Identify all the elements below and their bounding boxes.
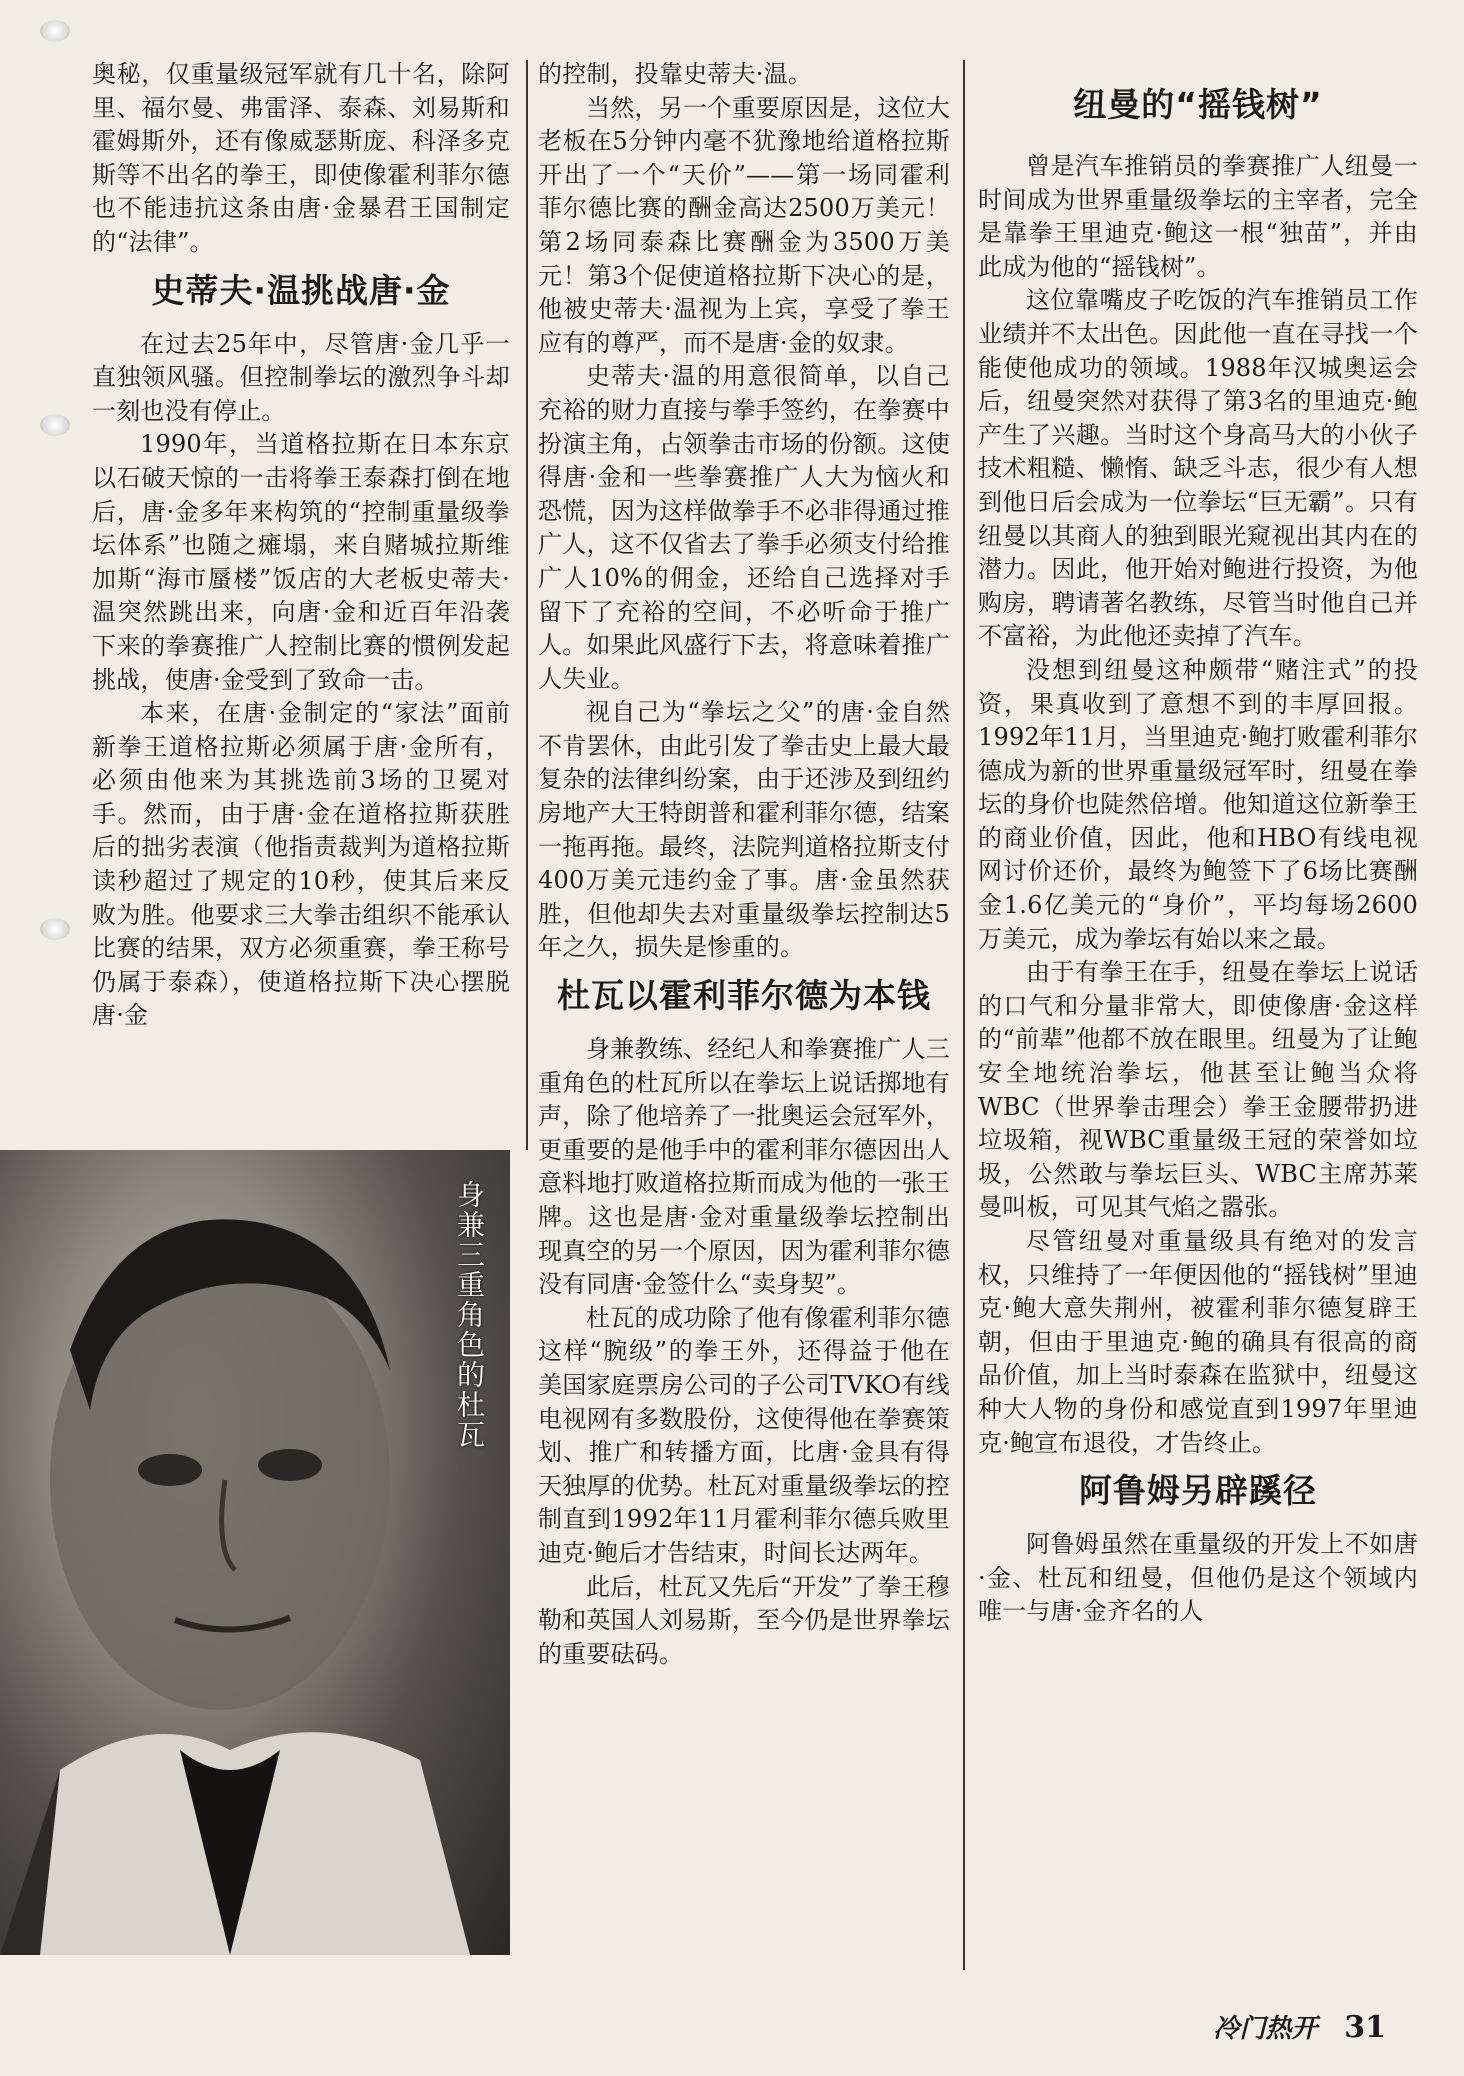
paragraph: 视自己为“拳坛之父”的唐·金自然不肯罢休，由此引发了拳击史上最大最复杂的法律纠纷案，由于还涉及到纽约房地产大王特朗普和霍利菲尔德，结案一拖再拖。最终，法院判道格拉斯支付400万美元违约金了事。唐·金虽然获胜，但他却失去对重量级拳坛控制达5年之久，损失是惨重的。 (538, 698, 950, 962)
paragraph: 这位靠嘴皮子吃饭的汽车推销员工作业绩并不太出色。因此他一直在寻找一个能使他成功的领域。1988年汉城奥运会后，纽曼突然对获得了第3名的里迪克·鲍产生了兴趣。当时这个身高马大的小伙子技术粗糙、懒惰、缺乏斗志，很少有人想到他日后会成为一位拳坛“巨无霸”。只有纽曼以其商人的独到眼光窥视出其内在的潜力。因此，他开始对鲍进行投资，为他购房，聘请著名教练，尽管当时他自己并不富裕，为此他还卖掉了汽车。 (978, 286, 1418, 651)
column-1 (92, 58, 510, 1148)
paragraph: 1990年，当道格拉斯在日本东京以石破天惊的一击将拳王泰森打倒在地后，唐·金多年来构筑的“控制重量级拳坛体系”也随之瘫塌，来自赌城拉斯维加斯“海市蜃楼”饭店的大老板史蒂夫·温突然跳出来，向唐·金和近百年沿袭下来的拳赛推广人控制比赛的惯例发起挑战，使唐·金受到了致命一击。 (92, 430, 510, 694)
paragraph: 由于有拳王在手，纽曼在拳坛上说话的口气和分量非常大，即使像唐·金这样的“前辈”他都不放在眼里。纽曼为了让鲍安全地统治拳坛，他甚至让鲍当众将WBC（世界拳击理会）拳王金腰带扔进垃圾箱，视WBC重量级王冠的荣誉如垃圾，公然敢与拳坛巨头、WBC主席苏莱曼叫板，可见其气焰之嚣张。 (978, 958, 1418, 1222)
page-footer (1213, 2008, 1386, 2045)
paragraph: 奥秘，仅重量级冠军就有几十名，除阿里、福尔曼、弗雷泽、泰森、刘易斯和霍姆斯外，还有像威瑟斯庞、科泽多克斯等不出名的拳王，即使像霍利菲尔德也不能违抗这条由唐·金暴君王国制定的“法律”。 (92, 60, 510, 256)
section-heading: 史蒂夫·温挑战唐·金 (151, 270, 451, 310)
paragraph: 阿鲁姆虽然在重量级的开发上不如唐·金、杜瓦和纽曼，但他仍是这个领域内唯一与唐·金齐名的人 (978, 1530, 1418, 1626)
column-2 (538, 58, 950, 1968)
paragraph: 尽管纽曼对重量级具有绝对的发言权，只维持了一年便因他的“摇钱树”里迪克·鲍大意失荆州，被霍利菲尔德复辟王朝，但由于里迪克·鲍的确具有很高的商品价值，加上当时泰森在监狱中，纽曼这种大人物的身份和感觉直到1997年里迪克·鲍宣布退役，才告终止。 (978, 1227, 1418, 1457)
section-name: 冷门热开 (1213, 2014, 1318, 2044)
paragraph: 的控制，投靠史蒂夫·温。 (538, 60, 813, 88)
section-heading: 纽曼的“摇钱树” (1073, 85, 1323, 124)
paragraph: 史蒂夫·温的用意很简单，以自己充裕的财力直接与拳手签约，在拳赛中扮演主角，占领拳击市场的份额。这使得唐·金和一些拳赛推广人大为恼火和恐慌，因为这样做拳手不必非得通过推广人，这不仅省去了拳手必须支付给推广人10%的佣金，还给自己选择对手留下了充裕的空间，不必听命于推广人。如果此风盛行下去，将意味着推广人失业。 (538, 362, 950, 693)
column-divider (526, 60, 528, 1150)
paragraph: 在过去25年中，尽管唐·金几乎一直独领风骚。但控制拳坛的激烈争斗却一刻也没有停止。 (92, 329, 510, 425)
section-heading: 阿鲁姆另辟蹊径 (1079, 1471, 1317, 1511)
binding-hole (40, 20, 70, 42)
paragraph: 身兼教练、经纪人和拳赛推广人三重角色的杜瓦所以在拳坛上说话掷地有声，除了他培养了一批奥运会冠军外，更重要的是他手中的霍利菲尔德因出人意料地打败道格拉斯而成为他的一张王牌。这也是唐·金对重量级拳坛控制出现真空的另一个原因，因为霍利菲尔德没有同唐·金签什么“卖身契”。 (538, 1035, 950, 1299)
paragraph: 当然，另一个重要原因是，这位大老板在5分钟内毫不犹豫地给道格拉斯开出了一个“天价”——第一场同霍利菲尔德比赛的酬金高达2500万美元！第2场同泰森比赛酬金为3500万美元！第3个促使道格拉斯下决心的是，他被史蒂夫·温视为上宾，享受了拳王应有的尊严，而不是唐·金的奴隶。 (538, 93, 950, 357)
binding-hole (40, 918, 70, 940)
section-heading: 杜瓦以霍利菲尔德为本钱 (557, 976, 931, 1016)
portrait-illustration (0, 1150, 510, 1955)
paragraph: 曾是汽车推销员的拳赛推广人纽曼一时间成为世界重量级拳坛的主宰者，完全是靠拳王里迪克·鲍这一根“独苗”，并由此成为他的“摇钱树”。 (978, 152, 1418, 281)
paragraph: 此后，杜瓦又先后“开发”了拳王穆勒和英国人刘易斯，至今仍是世界拳坛的重要砝码。 (538, 1572, 950, 1668)
column-3 (978, 58, 1418, 1968)
page-number: 31 (1344, 2010, 1386, 2045)
paragraph: 没想到纽曼这种颇带“赌注式”的投资，果真收到了意想不到的丰厚回报。1992年11月，当里迪克·鲍打败霍利菲尔德成为新的世界重量级冠军时，纽曼在拳坛的身价也陡然倍增。他知道这位新拳王的商业价值，因此，他和HBO有线电视网讨价还价，最终为鲍签下了6场比赛酬金1.6亿美元的“身价”，平均每场2600万美元，成为拳坛有始以来之最。 (978, 655, 1418, 953)
portrait-photo (0, 1150, 510, 1955)
paragraph: 本来，在唐·金制定的“家法”面前新拳王道格拉斯必须属于唐·金所有，必须由他来为其挑选前3场的卫冕对手。然而，由于唐·金在道格拉斯获胜后的拙劣表演（他指责裁判为道格拉斯读秒超过了规定的10秒，使其后来反败为胜。他要求三大拳击组织不能承认比赛的结果，双方必须重赛，拳王称号仍属于泰森），使道格拉斯下决心摆脱唐·金 (92, 699, 510, 1030)
binding-hole (40, 414, 70, 436)
column-divider (963, 60, 965, 1970)
paragraph: 杜瓦的成功除了他有像霍利菲尔德这样“腕级”的拳王外，还得益于他在美国家庭票房公司的子公司TVKO有线电视网有多数股份，这使得他在拳赛策划、推广和转播方面，比唐·金具有得天独厚的优势。杜瓦对重量级拳坛的控制直到1992年11月霍利菲尔德兵败里迪克·鲍后才告结束，时间长达两年。 (538, 1303, 950, 1567)
photo-caption: 身兼三重角色的杜瓦 (453, 1180, 486, 1450)
